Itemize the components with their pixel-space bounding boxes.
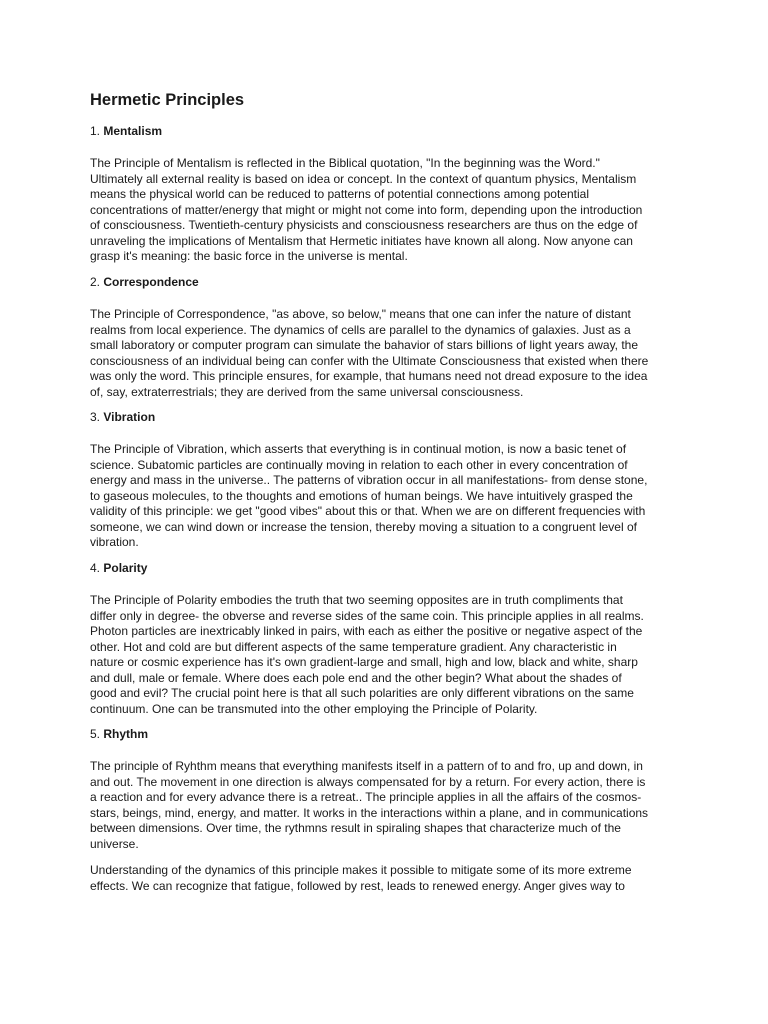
section-name: Mentalism [103, 124, 163, 138]
text-line: continuum. One can be transmuted into the other employing the Principle of Polarity. [90, 701, 538, 716]
text-line: The Principle of Mentalism is reflected in the Biblical quotation, "In the beginning was the Word." [90, 156, 600, 170]
text-line: The Principle of Vibration, which asserts that everything is in continual motion, is now a basic tenet of [90, 442, 627, 456]
paragraph-rhythm-continued [90, 863, 632, 894]
text-line: a reaction and for every advance there is a retreat.. The principle applies in all the affairs of the cosmos- [90, 790, 642, 804]
text-line: concentrations of matter/energy that might or might not come into form, depending upon the introduction [90, 202, 643, 217]
text-line: of consciousness. Twentieth-century physicists and consciousness researchers are thus on the edge of [90, 218, 638, 232]
text-line: realms from local experience. The dynamics of cells are parallel to the dynamics of galaxies. Just as a [90, 322, 631, 337]
section-name: Polarity [103, 561, 148, 575]
text-line: Ultimately all external reality is based on idea or concept. In the context of quantum physics, Mentalism [90, 171, 637, 186]
text-line: unraveling the implications of Mentalism that Hermetic initiates have known all along. Now anyone can [90, 233, 633, 248]
section-heading-rhythm [90, 727, 148, 742]
paragraph-polarity [90, 593, 644, 717]
text-line: differ only in degree- the obverse and reverse sides of the same coin. This principle applies in all realms. [90, 608, 644, 623]
text-line: The Principle of Correspondence, "as above, so below," means that one can infer the nature of distant [90, 307, 631, 321]
text-line: and dull, male or female. Where does each pole end and the other begin? What about the shades of [90, 670, 622, 685]
paragraph-correspondence [90, 307, 648, 400]
text-line: good and evil? The crucial point here is that all such polarities are only different vibrations on the same [90, 686, 634, 700]
text-line: between dimensions. Over time, the rythmns result in spiraling shapes that characterize much of the [90, 821, 621, 835]
section-number: 3. [90, 410, 101, 424]
text-line: Understanding of the dynamics of this principle makes it possible to mitigate some of its more extreme [90, 863, 632, 877]
text-line: means the physical world can be reduced to patterns of potential connections among potential [90, 187, 589, 201]
section-name: Correspondence [103, 275, 199, 289]
document-title: Hermetic Principles [90, 91, 245, 109]
paragraph-rhythm [90, 759, 648, 852]
text-line: science. Subatomic particles are continually moving in relation to each other in every concentration of [90, 457, 628, 472]
text-line: grasp it's meaning: the basic force in the universe is mental. [90, 249, 408, 263]
text-line: of, say, extraterrestrials; they are derived from the same universal consciousness. [90, 384, 524, 399]
text-line: validity of this principle: we get "good vibes" about this or that. When we are on different frequencies with [90, 504, 646, 518]
section-number: 1. [90, 124, 101, 138]
text-line: stars, beings, mind, energy, and matter. It works in the interactions within a plane, and in communications [90, 805, 649, 820]
section-name: Rhythm [103, 727, 149, 741]
section-number: 5. [90, 727, 101, 741]
section-heading-vibration [90, 410, 155, 425]
text-line: vibration. [90, 535, 139, 549]
section-number: 4. [90, 561, 101, 575]
section-heading-correspondence [90, 275, 199, 290]
text-line: energy and mass in the universe.. The patterns of vibration occur in all manifestations- from dense stone, [90, 473, 648, 487]
text-line: effects. We can recognize that fatigue, followed by rest, leads to renewed energy. Anger gives way to [90, 878, 625, 893]
text-line: The Principle of Polarity embodies the truth that two seeming opposites are in truth compliments that [90, 593, 623, 607]
text-line: Photon particles are inextricably linked in pairs, with each as either the positive or negative aspect of the [90, 624, 643, 638]
text-line: someone, we can wind down or increase the tension, thereby moving a situation to a congruent level of [90, 519, 637, 534]
text-line: to gaseous molecules, to the thoughts and emotions of human beings. We have intuitively grasped the [90, 488, 633, 503]
paragraph-vibration [90, 442, 647, 551]
section-heading-polarity [90, 561, 147, 576]
section-heading-mentalism [90, 124, 162, 139]
section-name: Vibration [103, 410, 156, 424]
text-line: universe. [90, 836, 139, 851]
text-line: and out. The movement in one direction is always compensated for by a return. For every action, there is [90, 774, 646, 789]
text-line: nature or cosmic experience has it's own gradient-large and small, high and low, black and white, sharp [90, 655, 638, 669]
paragraph-mentalism [90, 156, 642, 265]
text-line: small laboratory or computer program can simulate the bahavior of stars billions of light years away, the [90, 338, 639, 352]
text-line: The principle of Ryhthm means that everything manifests itself in a pattern of to and fro, up and down, in [90, 759, 643, 773]
text-line: consciousness of an individual being can confer with the Ultimate Consciousness that existed when there [90, 353, 649, 368]
text-line: other. Hot and cold are but different aspects of the same temperature gradient. Any characteristic in [90, 639, 617, 654]
section-number: 2. [90, 275, 101, 289]
text-line: was only the word. This principle ensures, for example, that humans need not dread exposure to the idea [90, 369, 648, 383]
